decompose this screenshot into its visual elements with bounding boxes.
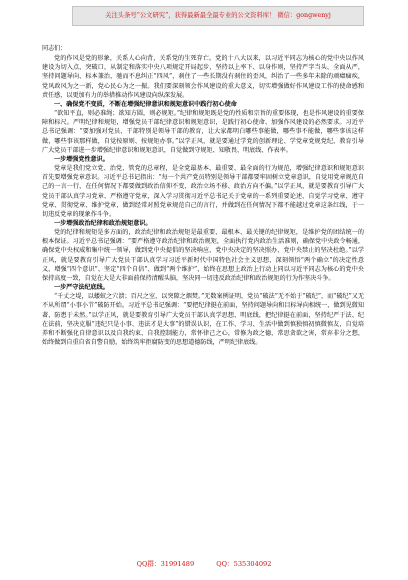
- header-banner: 关注头条号“公文研究”，获得最新最全最专业的公文资料库！ 微信：gongwenyj: [72, 6, 364, 26]
- salutation: 同志们：: [42, 45, 67, 52]
- intro-paragraph: 党的作风是党的形象，关系人心向背，关系党的生死存亡。党的十八大以来，以习近平同志为核心的党中央以作风建设为切入点、突破口，从制定和落实中央八项规定开局起步，坚持以上率下、以身作则，坚持严字当头、全面从严，坚持问题导向、标本兼治，驰而不息纠正“四风”，刹住了一些长期没有刹住的歪风，纠治了一些多年未除的顽瘴痼疾，党风政风为之一新，党心民心为之一振。我们要深刻领会作风建设的重大意义，切实增强做好作风建设工作的使命感和责任感，以更加有力的举措推动作风建设向纵深发展。: [42, 55, 364, 99]
- footer-contact: [0, 558, 408, 568]
- section-2-paragraph: 党章是我们党立党、治党、管党的总章程，是全党最基本、最重要、最全面的行为规范，增强纪律意识和规矩意识首先要增强党章意识。习近平总书记指出：“每一个共产党员特别是领导干部都要牢固树立党章意识，自觉用党章规范自己的一言一行，在任何情况下都要做到政治信仰不变、政治立场不移、政治方向不偏。”以学正风，就是要教育引导广大党员干部认真学习党章、严格遵守党章，深入学习贯彻习近平总书记关于党章的一系列重要论述，自觉学习党章、遵守党章、贯彻党章、维护党章，做到经常对照党章规范自己的言行，并做到在任何情况下都不能越过党章这条红线，于一切违反党章的现象作斗争。: [42, 165, 364, 218]
- document-body: [42, 44, 364, 347]
- section-1-paragraph: “欲知平直，则必准绳；欲知方圆，则必规矩。”纪律和规矩既是党的性质和宗旨的重要体现，也是作风建设的重要保障和标尺。严明纪律和规矩，增强党员干部纪律意识和规矩意识，是践行初心使命、加强作风建设的必然要求。习近平总书记强调：“要加强对党员、干部特别是领导干部的教育，让大家都明白哪些事能做，哪些事不能做，哪些事该这样做，哪些事该那样做，自觉按原则、按规矩办事。”以学正风，就是要通过学党的创新理论、学党章党规党纪，教育引导广大党员干部进一步增强纪律意识和规矩意识，自觉做到守规矩、知敬畏、明底线、作表率。: [42, 110, 364, 154]
- section-3-heading: 一步增强政治纪律和政治规矩意识。: [54, 219, 152, 227]
- section-4-heading: 一步严守法纪底线。: [54, 284, 109, 292]
- footer-qq: QQ：535304092: [216, 560, 272, 568]
- section-2-heading: 一步增强党性意识。: [54, 155, 109, 163]
- section-4-paragraph: “千丈之堤，以蝼蚁之穴溃；百尺之室，以突隙之烟焚。”无数案例证明，党员“破法”无不始于“破纪”，而“破纪”又无不从所谓“小事小节”破防开始。习近平总书记强调：“要把纪律挺在前面，坚持问题导向和目标导向相统一，做到见微知著、防患于未然。”以学正风，就是要教育引导广大党员干部认真学思想、明底线，把纪律挺在前面，坚持纪严于法、纪在法前，坚决克服“违纪只是小事、违法才是大事”的错误认识，在工作、学习、生活中做到慎独慎初慎微慎友，自觉培养和不断强化自律意识以及自我约束、自我控制能力，常怀律己之心，常修为政之德，常思贪欲之害，常弃非分之想，始终做到自重自省自警自励，始终筑牢拒腐防变的思想道德防线，严明纪律底线。: [42, 293, 364, 346]
- section-1-heading: 一、确保党不变质，不断在增强纪律意识和规矩意识中践行初心使命: [54, 100, 237, 108]
- section-3-paragraph: 党的纪律和规矩是多方面的，政治纪律和政治规矩是最重要、最根本、最关键的纪律规矩，是维护党的团结统一的根本保证。习近平总书记强调：“要严格遵守政治纪律和政治规矩，全面执行党内政治生活准则，确保党中央政令畅通，确保党中央权威和集中统一领导，做到党中央提倡的坚决响应、党中央决定的坚决照办、党中央禁止的坚决杜绝。”以学正风，就是要教育引导广大党员干部认真学习习近平新时代中国特色社会主义思想，深刻领悟“两个确立”的决定性意义，增强“四个意识”、坚定“四个自信”、做到“两个维护”，始终在思想上政治上行动上同以习近平同志为核心的党中央保持高度一致，自觉在大是大非面前保持清醒头脑，坚决同一切违反政治纪律和政治规矩的行为作坚决斗争。: [42, 229, 364, 282]
- footer-qq-group: QQ群：31991489: [136, 560, 195, 568]
